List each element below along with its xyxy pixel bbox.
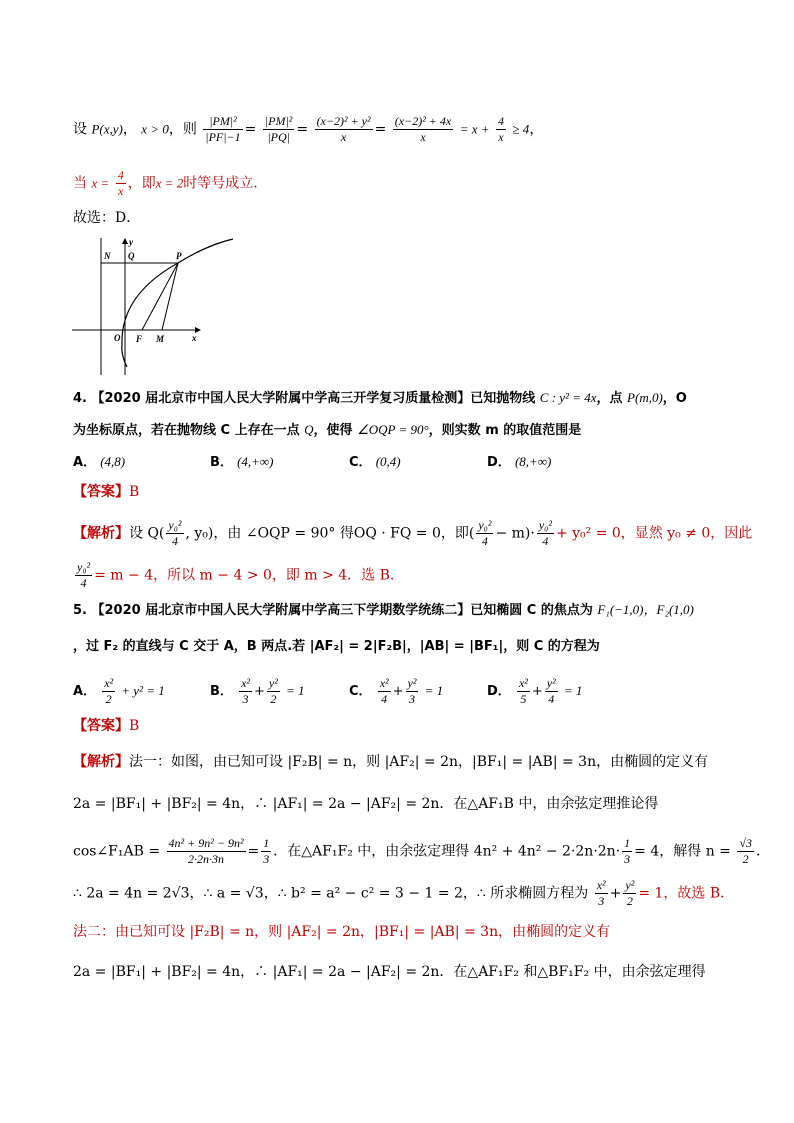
q5-source: 【2020 届北京市中国人民大学附属中学高三下学期数学统练二】: [91, 603, 471, 618]
q5-analysis-1: 【解析】法一：如图，由已知可设 |F₂B| = n，则 |AF₂| = 2n，|BF₁| = |AB| = 3n，由椭圆的定义有: [73, 754, 709, 770]
label-Q: Q: [128, 251, 135, 261]
q4-stem-1: 4. 【2020 届北京市中国人民大学附属中学高三开学复习质量检测】已知抛物线 C : y² = 4x，点 P(m,0)，O: [73, 390, 687, 406]
frac-3: $\frac{\text{(x−2)² + y²}}{x}$: [316, 114, 371, 144]
label-M: M: [156, 334, 165, 344]
label-x: x: [192, 333, 197, 343]
q5-analysis-5: 法二：由已知可设 |F₂B| = n，则 |AF₂| = 2n，|BF₁| = |AB| = 3n，由椭圆的定义有: [73, 924, 611, 940]
label-N: N: [104, 251, 111, 261]
q5-analysis-2: 2a = |BF₁| + |BF₂| = 4n，∴ |AF₁| = 2a − |AF₂| = 2n．在△AF₁B 中，由余弦定理推论得: [73, 796, 659, 812]
intro-choose: 故选：D．: [73, 210, 141, 226]
q5-analysis-3: cos∠F₁AB = $\frac{\text{4n² + 9n² − 9n²}}{2\cdot 2n\cdot 3n}$ = $\frac{1}{3}$ ．在△AF₁F₂ 中，由余弦定理得 4n² + 4n² − 2·2n·2n· $\frac{1}{3}$ = 4，解得 n = $\frac{√3}{2}$ ．: [73, 836, 770, 866]
intro-line-2: 当 x = $\frac{4}{x}$ ，即x = 2时等号成立.: [73, 168, 258, 198]
q5-option-a[interactable]: A． $\frac{\text{x²}}{2}$ + y² = 1: [73, 676, 165, 706]
q5-analysis-6: 2a = |BF₁| + |BF₂| = 4n，∴ |AF₁| = 2a − |AF₂| = 2n．在△AF₁F₂ 和△BF₁F₂ 中，由余弦定理得: [73, 964, 706, 980]
intro-line-1: 设 P(x,y)， x > 0，则 $\frac{\text{|PM|²}}{|PF|-1}$ = $\frac{\text{|PM|²}}{|PQ|}$ = $\frac{\text{(x−2)² + y²}}{x}$ = $\frac{\text{(x−2)² + 4x}}{x}$ = x + $\frac{4}{x}$ ≥ 4，: [73, 114, 544, 144]
q5-stem-1: 5. 【2020 届北京市中国人民大学附属中学高三下学期数学统练二】已知椭圆 C 的焦点为 F₁(−1,0)，F₂(1,0): [73, 602, 694, 618]
intro-prefix: 设: [73, 121, 87, 138]
q4-option-b[interactable]: B． (4,+∞): [210, 454, 274, 470]
segment-PF: [142, 263, 178, 330]
label-y: y: [129, 237, 133, 247]
q4-answer: 【答案】B: [73, 484, 140, 500]
q4-option-d[interactable]: D． (8,+∞): [487, 454, 552, 470]
q5-answer: 【答案】B: [73, 718, 140, 734]
parabola-lower: [122, 345, 127, 367]
frac-5: $\frac{4}{x}$: [497, 114, 504, 144]
q4-source: 【2020 届北京市中国人民大学附属中学高三开学复习质量检测】: [91, 391, 471, 406]
intro-point: P(x,y): [91, 121, 123, 137]
q5-stem-2: ，过 F₂ 的直线与 C 交于 A，B 两点.若 |AF₂| = 2|F₂B|，|AB| = |BF₁|，则 C 的方程为: [73, 639, 600, 654]
q5-option-d[interactable]: D． $\frac{\text{x²}}{5}$ + $\frac{\text{y²}}{4}$ = 1: [487, 676, 583, 706]
q4-stem-2: 为坐标原点，若在抛物线 C 上存在一点 Q，使得 ∠OQP = 90°，则实数 m 的取值范围是: [73, 422, 582, 438]
intro-tail-a: = x +: [459, 121, 490, 137]
label-P: P: [176, 251, 182, 261]
frac-2: $\frac{\text{|PM|²}}{|PQ|}$: [264, 114, 293, 144]
segment-PM: [162, 263, 178, 330]
frac-eq: $\frac{4}{x}$: [117, 168, 124, 198]
q5-option-c[interactable]: C． $\frac{\text{x²}}{4}$ + $\frac{\text{y²}}{3}$ = 1: [349, 676, 444, 706]
frac-4: $\frac{\text{(x−2)² + 4x}}{x}$: [394, 114, 452, 144]
intro-cond: x > 0: [141, 121, 169, 137]
q5-analysis-4: ∴ 2a = 4n = 2√3，∴ a = √3，∴ b² = a² − c² = 3 − 1 = 2，∴ 所求椭圆方程为 $\frac{\text{x²}}{3}$ + $\frac{\text{y²}}{2}$ = 1，故选 B．: [73, 878, 735, 908]
q4-analysis-1: 【解析】设 Q( $\frac{\text{y₀²}}{4}$ , y₀)，由 ∠OQP = 90° 得OQ · FQ = 0，即( $\frac{\text{y₀²}}{4}$ − m)· $\frac{\text{y₀²}}{4}$ + y₀² = 0，显然 y₀ ≠ 0，因此: [73, 518, 753, 548]
q4-analysis-2: $\frac{\text{y₀²}}{4}$ = m − 4，所以 m − 4 > 0，即 m > 4．选 B.: [77, 560, 395, 590]
intro-then: ，则: [168, 121, 197, 138]
frac-1: $\frac{\text{|PM|²}}{|PF|-1}$: [205, 114, 241, 144]
q5-option-b[interactable]: B． $\frac{\text{x²}}{3}$ + $\frac{\text{y²}}{2}$ = 1: [210, 676, 305, 706]
intro-tail-b: ≥ 4: [512, 121, 530, 137]
parabola-graph: [72, 233, 237, 375]
q4-option-a[interactable]: A． (4,8): [73, 454, 126, 470]
label-F: F: [136, 334, 143, 344]
label-O: O: [114, 333, 121, 343]
q4-option-c[interactable]: C． (0,4): [349, 454, 401, 470]
